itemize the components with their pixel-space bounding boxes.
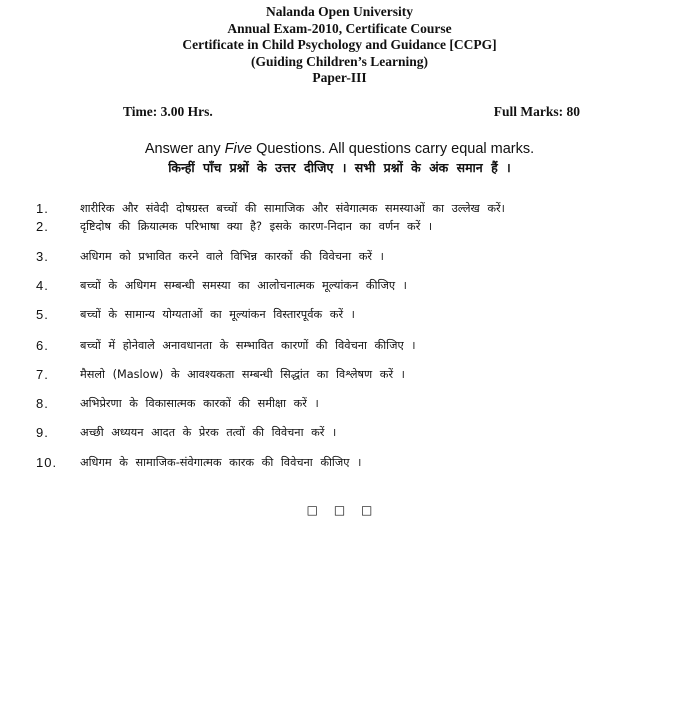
- exam-header: [0, 4, 679, 87]
- question-item: [0, 338, 679, 358]
- instructions-english-suffix: Questions. All questions carry equal marks.: [252, 141, 535, 157]
- question-number: 5.: [36, 307, 49, 322]
- instructions-hindi: किन्हीं पाँच प्रश्नों के उत्तर दीजिए । सभी प्रश्नों के अंक समान हैं ।: [168, 160, 511, 175]
- question-text: शारीरिक और संवेदी दोषग्रस्त बच्चों की सामाजिक और संवेगात्मक समस्याओं का उल्लेख करें।: [80, 202, 505, 215]
- end-marks: □ □ □: [306, 503, 373, 517]
- question-text: बच्चों में होनेवाले अनावधानता के सम्भावित कारणों की विवेचना कीजिए ।: [80, 339, 416, 352]
- question-item: [0, 367, 679, 387]
- question-item: [0, 425, 679, 445]
- paper-number: Paper-III: [312, 70, 367, 85]
- question-number: 10.: [36, 455, 58, 470]
- question-item: [0, 219, 679, 239]
- question-item: [0, 249, 679, 269]
- exam-title: Annual Exam-2010, Certificate Course: [227, 20, 452, 36]
- question-number: 7.: [36, 367, 49, 382]
- question-text: अधिगम के सामाजिक-संवेगात्मक कारक की विवेचना कीजिए ।: [80, 456, 362, 469]
- question-item: [0, 278, 679, 298]
- course-subtitle: (Guiding Children’s Learning): [250, 53, 429, 69]
- time-allowed: Time: 3.00 Hrs.: [123, 104, 213, 119]
- question-item: [0, 396, 679, 416]
- question-item: [0, 455, 679, 475]
- question-number: 1.: [36, 201, 49, 216]
- instructions-english: [0, 141, 679, 157]
- question-text: अच्छी अध्ययन आदत के प्रेरक तत्वों की विवेचना करें ।: [80, 426, 337, 439]
- question-number: 8.: [36, 396, 49, 411]
- instructions-english-emphasis: Five: [224, 141, 253, 157]
- question-text: दृष्टिदोष की क्रियात्मक परिभाषा क्या है? इसके कारण-निदान का वर्णन करें ।: [80, 220, 433, 233]
- question-item: [0, 201, 679, 221]
- university-name: Nalanda Open University: [265, 4, 414, 19]
- question-number: 4.: [36, 278, 49, 293]
- question-number: 9.: [36, 425, 49, 440]
- full-marks: Full Marks: 80: [493, 104, 580, 119]
- course-title: Certificate in Child Psychology and Guidance [CCPG]: [182, 37, 497, 52]
- question-text: बच्चों के अधिगम सम्बन्धी समस्या का आलोचनात्मक मूल्यांकन कीजिए ।: [80, 279, 407, 292]
- question-text: अधिगम को प्रभावित करने वाले विभिन्न कारकों की विवेचना करें ।: [80, 250, 384, 263]
- question-item: [0, 307, 679, 327]
- question-text: बच्चों के सामान्य योग्यताओं का मूल्यांकन विस्तारपूर्वक करें ।: [80, 308, 355, 321]
- question-text: मैसलो (Maslow) के आवश्यकता सम्बन्धी सिद्धांत का विश्लेषण करें ।: [80, 368, 405, 381]
- question-number: 6.: [36, 338, 49, 353]
- question-text: अभिप्रेरणा के विकासात्मक कारकों की समीक्षा करें ।: [80, 397, 319, 410]
- instructions-english-prefix: Answer any: [144, 141, 225, 157]
- question-number: 3.: [36, 249, 49, 264]
- question-number: 2.: [36, 219, 49, 234]
